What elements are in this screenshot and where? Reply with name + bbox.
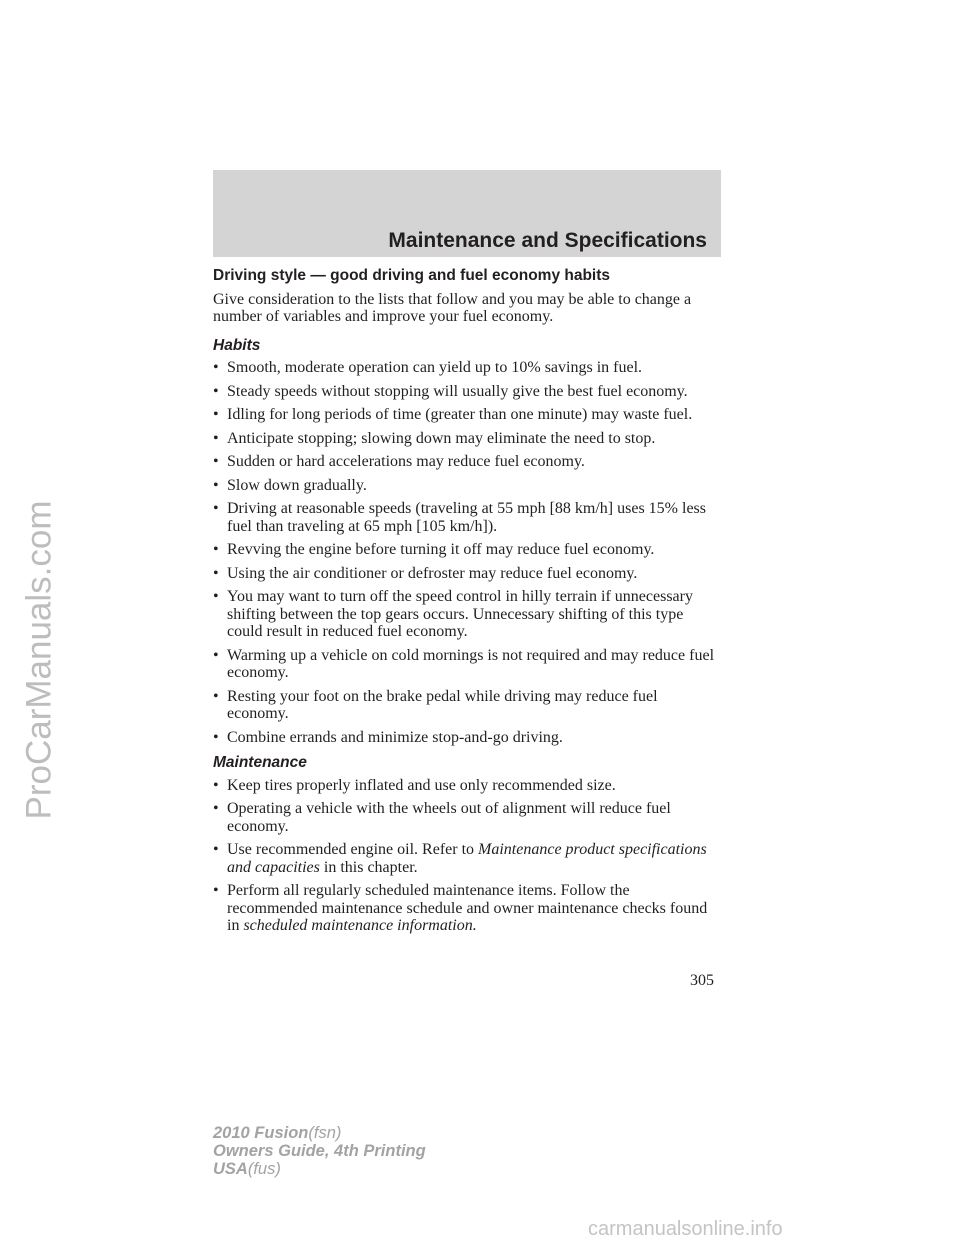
- list-item: [213, 588, 721, 641]
- side-watermark: [14, 380, 64, 940]
- list-item: [213, 383, 721, 401]
- footer-model: 2010 Fusion: [213, 1124, 309, 1142]
- list-item: [213, 453, 721, 471]
- footer-market-code: (fus): [247, 1160, 281, 1178]
- list-item-text: Using the air conditioner or defroster may reduce fuel economy.: [227, 564, 638, 582]
- list-item: [213, 688, 721, 723]
- cross-reference: scheduled maintenance information.: [243, 917, 477, 934]
- list-item-text: Resting your foot on the brake pedal while driving may reduce fuel economy.: [227, 687, 658, 722]
- list-item-text-start: Perform all regularly scheduled maintenance items. Follow the recommended maintenance schedule and owner maintenance checks found in: [227, 882, 708, 934]
- maintenance-list: [213, 777, 721, 935]
- habits-list: [213, 359, 721, 746]
- list-item-text: Keep tires properly inflated and use only recommended size.: [227, 776, 616, 794]
- list-item-text: Combine errands and minimize stop-and-go driving.: [227, 728, 563, 746]
- bullet-icon: •: [213, 453, 219, 470]
- bullet-icon: •: [213, 500, 219, 517]
- bullet-icon: •: [213, 728, 219, 746]
- bullet-icon: •: [213, 882, 219, 899]
- footer-line-1: [213, 1124, 426, 1142]
- page-number: 305: [690, 972, 714, 989]
- list-item: [213, 565, 721, 583]
- chapter-title: Maintenance and Specifications: [388, 229, 707, 252]
- list-item-text: Operating a vehicle with the wheels out of alignment will reduce fuel economy.: [227, 800, 671, 835]
- footer-line-2: Owners Guide, 4th Printing: [213, 1142, 426, 1160]
- list-item-text: Driving at reasonable speeds (traveling at 55 mph [88 km/h] uses 15% less fuel than traveling at 65 mph [105 km/h]).: [227, 500, 706, 535]
- bullet-icon: •: [213, 800, 219, 817]
- bottom-watermark: carmanualsonline.info: [588, 1218, 783, 1240]
- list-item: [213, 477, 721, 495]
- bullet-icon: •: [213, 476, 219, 494]
- section-title: Driving style — good driving and fuel economy habits: [213, 267, 611, 284]
- maintenance-heading: Maintenance: [213, 754, 307, 771]
- side-watermark-text: ProCarManuals.com: [19, 500, 58, 820]
- footer: [213, 1124, 426, 1178]
- list-item-text: Warming up a vehicle on cold mornings is not required and may reduce fuel economy.: [227, 646, 715, 681]
- list-item: [213, 406, 721, 424]
- habits-heading: Habits: [213, 336, 261, 354]
- list-item-text: You may want to turn off the speed control in hilly terrain if unnecessary shifting between the top gears occurs. Unnecessary shifting of this type could result in reduced fuel economy.: [227, 588, 693, 640]
- list-item: [213, 729, 721, 747]
- list-item: [213, 777, 721, 795]
- list-item-text: Smooth, moderate operation can yield up to 10% savings in fuel.: [227, 359, 643, 376]
- bullet-icon: •: [213, 776, 219, 794]
- bullet-icon: •: [213, 541, 219, 558]
- list-item-text-end: in this chapter.: [319, 858, 418, 876]
- footer-model-code: (fsn): [308, 1124, 342, 1142]
- bullet-icon: •: [213, 564, 219, 582]
- list-item-text: Sudden or hard accelerations may reduce fuel economy.: [227, 453, 585, 470]
- list-item: [213, 841, 721, 876]
- bullet-icon: •: [213, 588, 219, 605]
- list-item: [213, 541, 721, 559]
- list-item-text: Steady speeds without stopping will usually give the best fuel economy.: [227, 382, 688, 400]
- footer-market: USA: [213, 1160, 248, 1178]
- chapter-header: [213, 170, 721, 257]
- page-content: [213, 267, 721, 943]
- list-item: [213, 359, 721, 377]
- bullet-icon: •: [213, 429, 219, 447]
- list-item-text: Anticipate stopping; slowing down may eliminate the need to stop.: [227, 429, 656, 447]
- list-item-text: Revving the engine before turning it off may reduce fuel economy.: [227, 541, 655, 558]
- section-intro: Give consideration to the lists that follow and you may be able to change a number of variables and improve your fuel economy.: [213, 290, 692, 325]
- bullet-icon: •: [213, 359, 219, 376]
- list-item: [213, 882, 721, 935]
- list-item: [213, 430, 721, 448]
- bullet-icon: •: [213, 687, 219, 705]
- list-item: [213, 800, 721, 835]
- list-item-text: Slow down gradually.: [227, 476, 367, 494]
- footer-line-3: [213, 1160, 426, 1178]
- bullet-icon: •: [213, 841, 219, 858]
- list-item-text: Idling for long periods of time (greater than one minute) may waste fuel.: [227, 406, 693, 423]
- bullet-icon: •: [213, 406, 219, 423]
- list-item: [213, 647, 721, 682]
- bullet-icon: •: [213, 382, 219, 400]
- bullet-icon: •: [213, 646, 219, 664]
- list-item-text-start: Use recommended engine oil. Refer to: [227, 841, 479, 858]
- list-item: [213, 500, 721, 535]
- cross-reference: Maintenance product specifications and capacities: [227, 841, 707, 876]
